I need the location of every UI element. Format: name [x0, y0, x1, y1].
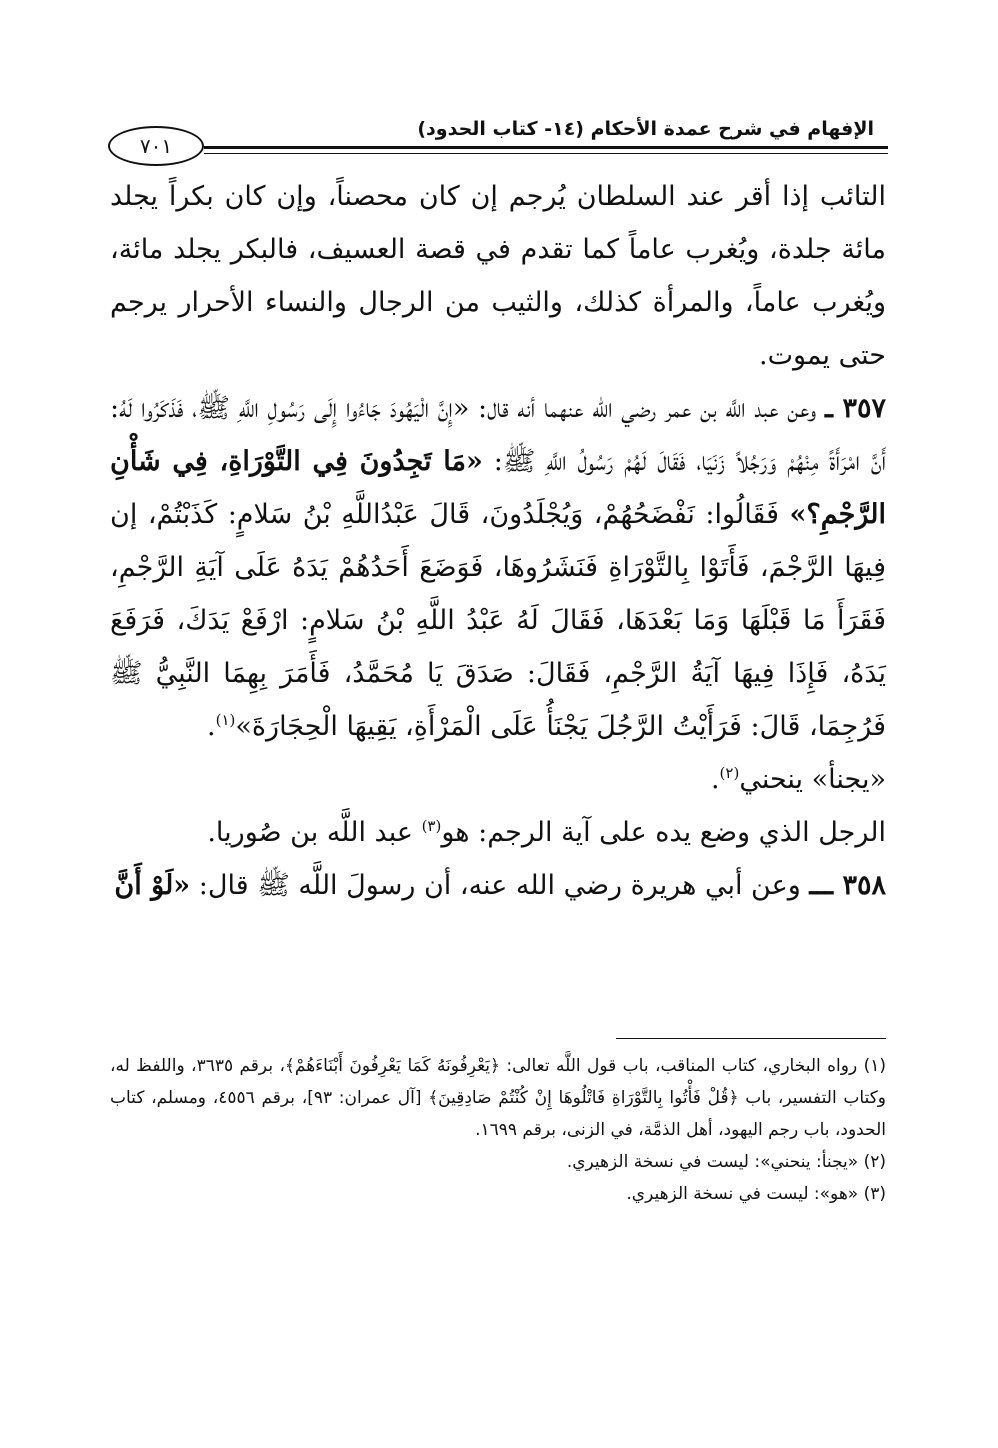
running-title: الإفهام في شرح عمدة الأحكام (١٤- كتاب الحدود) [417, 118, 874, 140]
footnote-3: (٣) «هو»: ليست في نسخة الزهيري. [626, 1184, 886, 1204]
note-man-text: الرجل الذي وضع يده على آية الرجم: هو [441, 817, 886, 848]
note-man-name: عبد اللَّه بن صُوريا. [207, 817, 413, 848]
hadith-text: وعن عبد اللَّه بن عمر رضي الله عنهما أنه قال: «إِنَّ الْيَهُودَ جَاءُوا إِلَى رَسُولِ اللَّهِ ﷺ، فَذَكَرُوا لَهُ: أَنَّ امْرَأَةً مِنْهُمْ وَرَجُلاً زَنَيَا، فَقَالَ لَهُمْ رَسُولُ اللَّهِ ﷺ: [110, 393, 886, 477]
hadith-quote: «مَا تَجِدُونَ فِي التَّوْرَاةِ، فِي شَأْنِ الرَّجْمِ؟» [110, 446, 886, 530]
note-yajna-text: «يجنأ» ينحني [739, 764, 886, 795]
footnotes [110, 1050, 886, 1210]
paragraph-1: التائب إذا أقر عند السلطان يُرجم إن كان محصناً، وإن كان بكراً يجلد مائة جلدة، ويُغرب عاماً كما تقدم في قصة العسيف، فالبكر يجلد مائة، ويُغرب عاماً، والمرأة كذلك، والثيب من الرجال والنساء الأحرار يرجم حتى يموت. [110, 181, 886, 371]
hadith-358 [110, 859, 886, 912]
footnote-ref-2: (٢) [719, 764, 740, 782]
footnote-separator [616, 1038, 886, 1039]
footnote-2: (٢) «يجنأ: ينحني»: ليست في نسخة الزهيري. [566, 1152, 886, 1172]
note-yajna [110, 753, 886, 806]
hadith-text-continued: فَقَالُوا: نَفْضَحُهُمْ، وَيُجْلَدُونَ، قَالَ عَبْدُاللَّهِ بْنُ سَلامٍ: كَذَبْتُمْ، إن فِيهَا الرَّجْمَ، فَأَتَوْا بِالتَّوْرَاةِ فَنَشَرُوهَا، فَوَضَعَ أَحَدُهُمْ يَدَهُ عَلَى آيَةِ الرَّجْمِ، فَقَرَأَ مَا قَبْلَهَا وَمَا بَعْدَهَا، فَقَالَ لَهُ عَبْدُ اللَّهِ بْنُ سَلامٍ: ارْفَعْ يَدَكَ، فَرَفَعَ يَدَهُ، فَإِذَا فِيهَا آيَةُ الرَّجْمِ، فَقَالَ: صَدَقَ يَا مُحَمَّدُ، فَأَمَرَ بِهِمَا النَّبِيُّ ﷺ فَرُجِمَا، قَالَ: فَرَأَيْتُ الرَّجُلَ يَجْنَأُ عَلَى الْمَرْأَةِ، يَقِيهَا الْحِجَارَةَ» [110, 499, 886, 742]
footnote-ref-1: (١) [215, 711, 236, 729]
header-rule-thin [204, 153, 888, 154]
header-rule-thick [204, 146, 888, 149]
period: . [207, 711, 216, 742]
main-text [110, 170, 886, 912]
period: . [710, 764, 720, 795]
footnote-ref-3: (٣) [421, 817, 442, 835]
hadith-357 [110, 382, 886, 753]
hadith-number: ٣٥٧ ـ [825, 393, 886, 424]
page-header [108, 108, 888, 168]
hadith-text: وعن أبي هريرة رضي الله عنه، أن رسولَ اللَّه ﷺ قال: [198, 870, 801, 901]
hadith-quote: «لَوْ أَنَّ [114, 870, 191, 901]
footnote-1: (١) رواه البخاري، كتاب المناقب، باب قول اللَّه تعالى: ﴿يَعْرِفُونَهُ كَمَا يَعْرِفُونَ أَبْنَاءَهُمْ﴾، برقم ٣٦٣٥، واللفظ له، وكتاب التفسير، باب ﴿قُلْ فَأْتُوا بِالتَّوْرَاةِ فَاتْلُوهَا إِنْ كُنْتُمْ صَادِقِينَ﴾ [آل عمران: ٩٣]، برقم ٤٥٥٦، ومسلم، كتاب الحدود، باب رجم اليهود، أهل الذمَّة، في الزنى، برقم ١٦٩٩. [110, 1056, 887, 1140]
hadith-number: ٣٥٨ ـــ [809, 870, 886, 901]
page-number: ٧٠١ [108, 126, 204, 166]
note-man [110, 806, 886, 859]
